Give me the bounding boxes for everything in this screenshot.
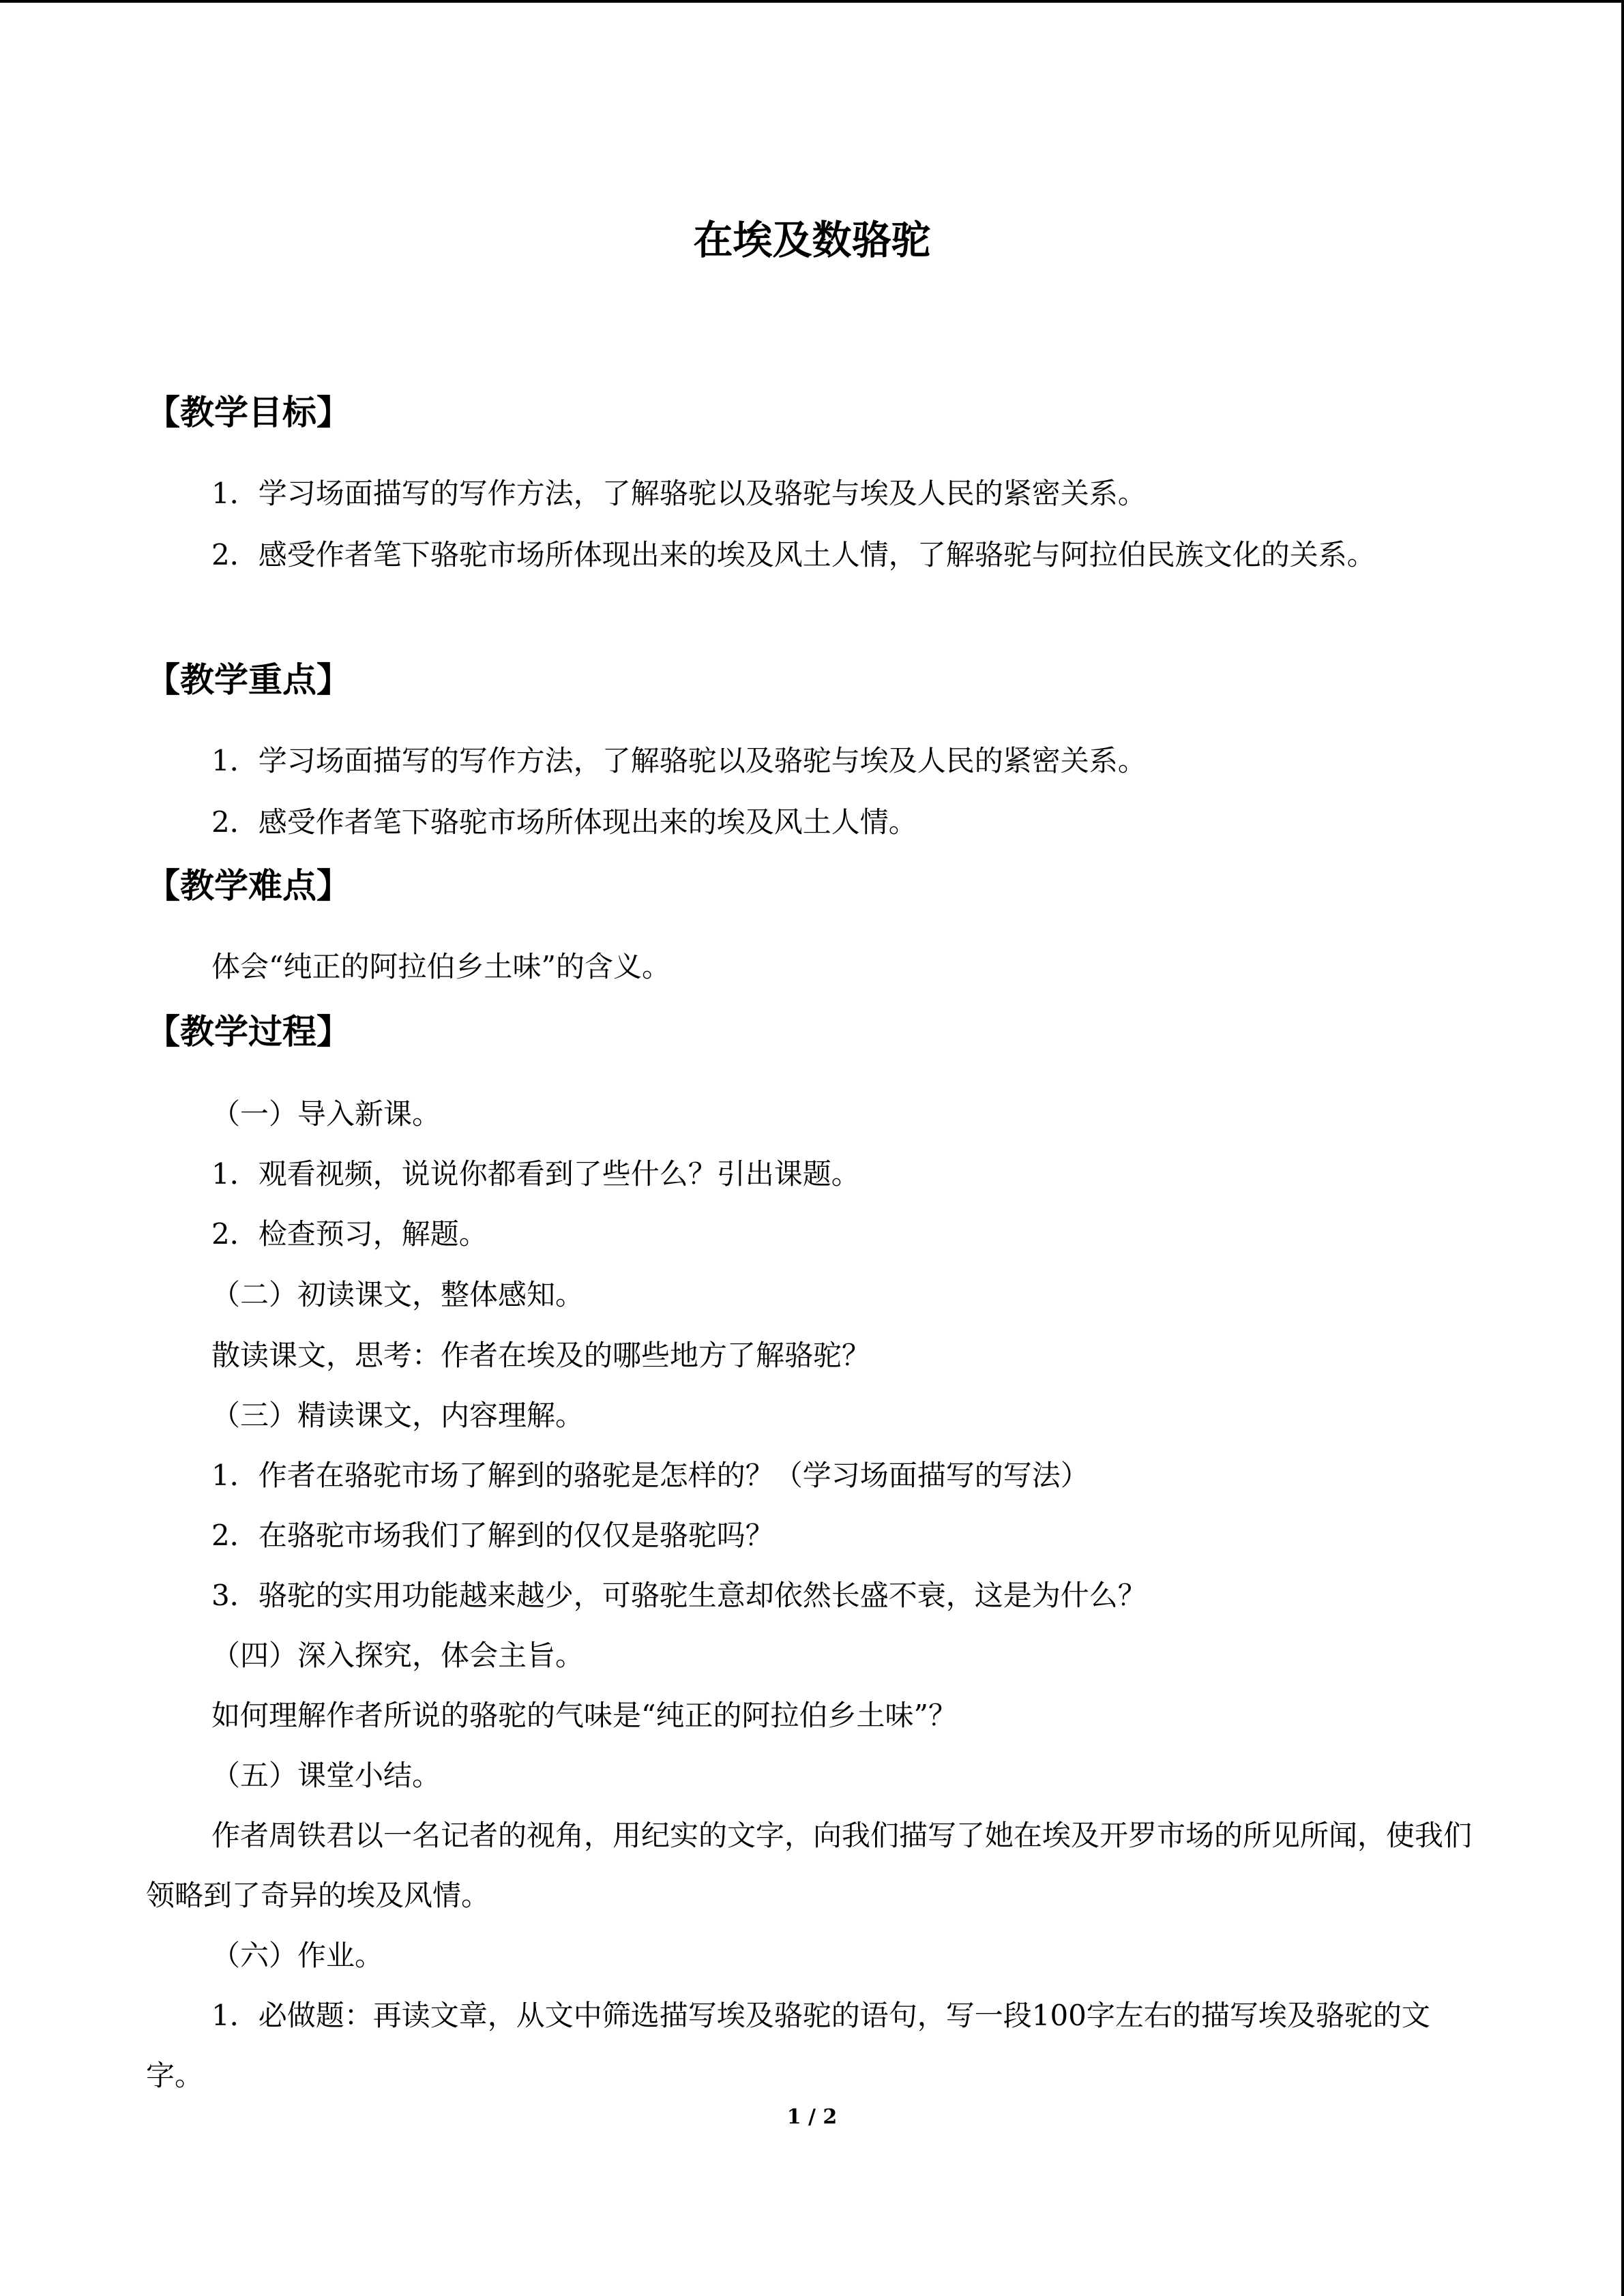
page-number: 1 / 2 bbox=[786, 2105, 838, 2129]
process-item-2: 1．观看视频，说说你都看到了些什么？引出课题。 bbox=[211, 1157, 860, 1191]
process-item-13: 作者周铁君以一名记者的视角，用纪实的文字，向我们描写了她在埃及开罗市场的所见所闻，使我们领略到了奇异的埃及风情。 bbox=[146, 1819, 1473, 1912]
key-point-item-2: 2．感受作者笔下骆驼市场所体现出来的埃及风土人情。 bbox=[211, 805, 917, 839]
section-heading-difficulties: 【教学难点】 bbox=[146, 866, 351, 906]
page-border-top bbox=[0, 0, 1624, 3]
goal-item-2: 2．感受作者笔下骆驼市场所体现出来的埃及风土人情，了解骆驼与阿拉伯民族文化的关系。 bbox=[211, 538, 1376, 571]
process-item-7: 1．作者在骆驼市场了解到的骆驼是怎样的？（学习场面描写的写法） bbox=[211, 1459, 1089, 1492]
goal-item-1: 1．学习场面描写的写作方法，了解骆驼以及骆驼与埃及人民的紧密关系。 bbox=[211, 477, 1147, 510]
process-item-1: （一）导入新课。 bbox=[211, 1097, 441, 1131]
difficulty-item-1: 体会“纯正的阿拉伯乡土味”的含义。 bbox=[211, 950, 670, 983]
document-title: 在埃及数骆驼 bbox=[693, 217, 931, 263]
process-item-8: 2．在骆驼市场我们了解到的仅仅是骆驼吗？ bbox=[211, 1519, 774, 1552]
process-item-14: （六）作业。 bbox=[211, 1939, 384, 1972]
process-item-9: 3．骆驼的实用功能越来越少，可骆驼生意却依然长盛不衰，这是为什么？ bbox=[211, 1579, 1147, 1612]
process-item-5: 散读课文，思考：作者在埃及的哪些地方了解骆驼？ bbox=[211, 1339, 871, 1372]
process-item-4: （二）初读课文，整体感知。 bbox=[211, 1278, 585, 1311]
process-item-3: 2．检查预习，解题。 bbox=[211, 1217, 488, 1251]
section-heading-process: 【教学过程】 bbox=[146, 1012, 351, 1052]
key-point-item-1: 1．学习场面描写的写作方法，了解骆驼以及骆驼与埃及人民的紧密关系。 bbox=[211, 744, 1147, 777]
process-item-11: 如何理解作者所说的骆驼的气味是“纯正的阿拉伯乡土味”？ bbox=[211, 1699, 957, 1732]
process-item-6: （三）精读课文，内容理解。 bbox=[211, 1399, 585, 1432]
section-heading-key-points: 【教学重点】 bbox=[146, 660, 351, 700]
process-item-15: 1．必做题：再读文章，从文中筛选描写埃及骆驼的语句，写一段100字左右的描写埃及骆驼的文字。 bbox=[146, 1999, 1430, 2092]
process-item-10: （四）深入探究，体会主旨。 bbox=[211, 1639, 585, 1672]
process-item-12: （五）课堂小结。 bbox=[211, 1759, 441, 1792]
page-border-right bbox=[1621, 0, 1624, 2296]
section-heading-goals: 【教学目标】 bbox=[146, 393, 351, 432]
